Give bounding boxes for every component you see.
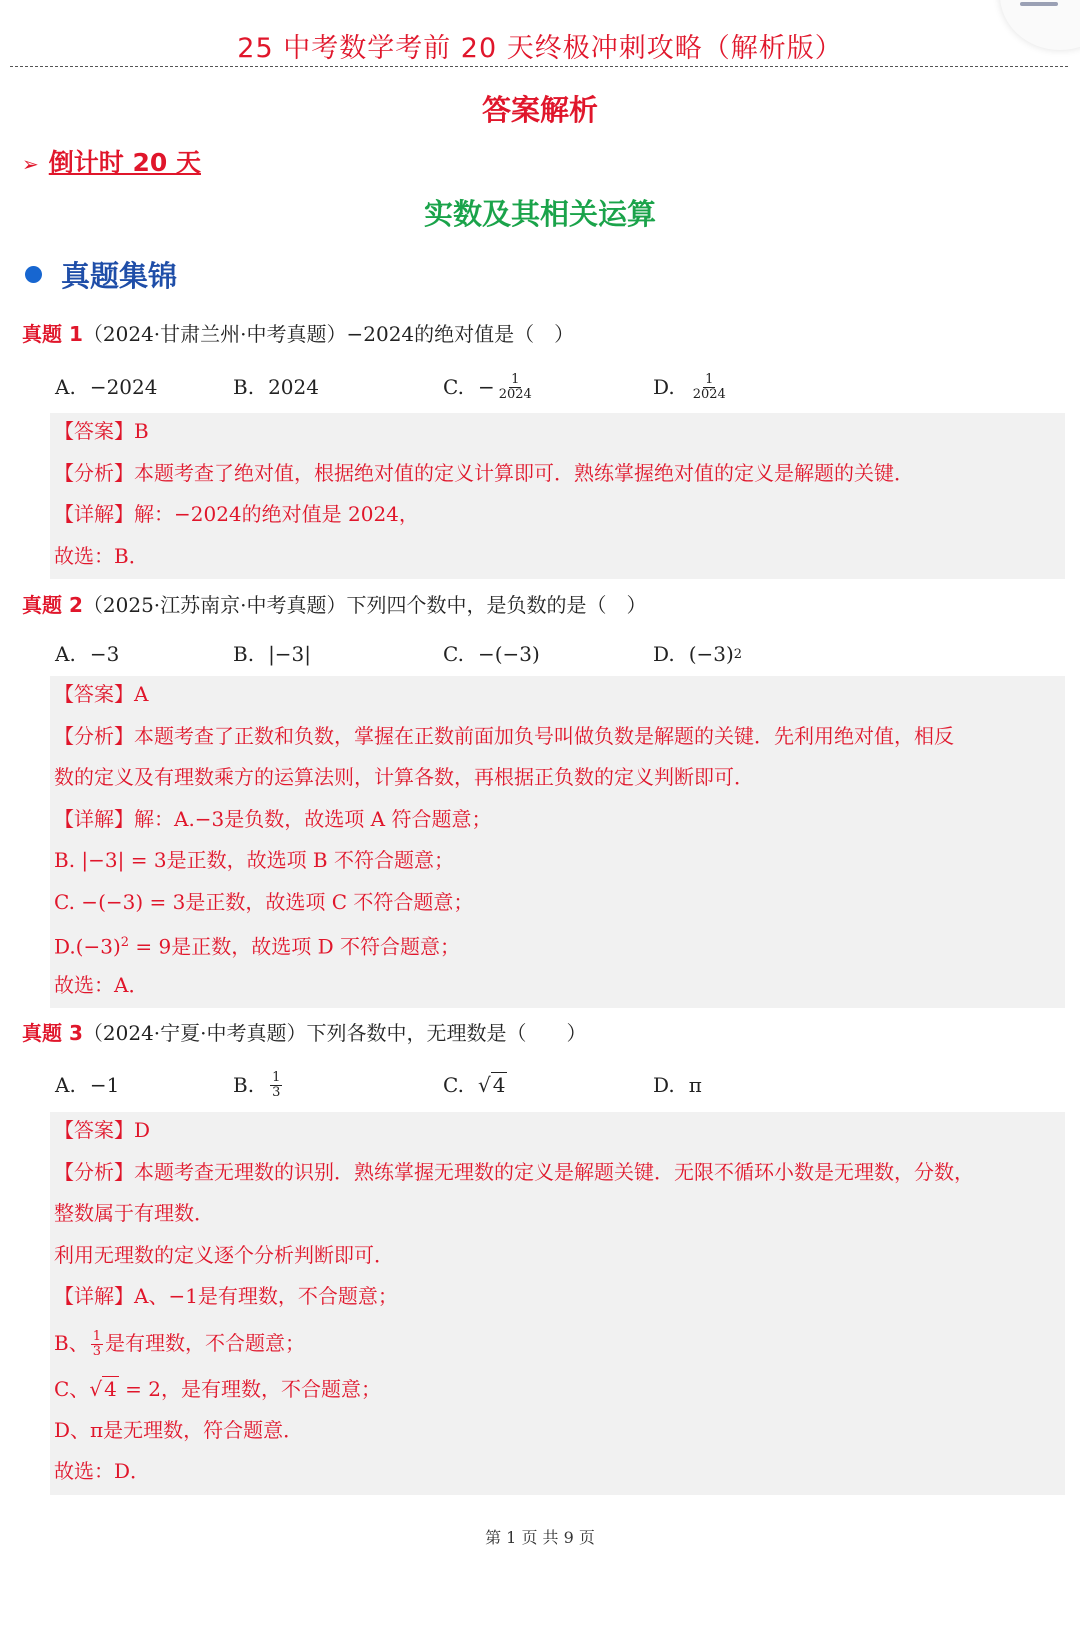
answer-box-2 [50,676,1065,1008]
section-label: 真题集锦 [61,259,178,293]
option-a: A. −1 [55,1073,120,1097]
question-1 [22,318,1062,347]
option-a: A. −3 [55,642,120,666]
question-stem: （2024·甘肃兰州·中考真题）−2024的绝对值是（ ） [82,322,575,346]
arrow-bullet-icon: ➢ [22,152,39,176]
question-2-options [55,631,1055,677]
question-1-options [55,364,1055,410]
answer-box-3 [50,1112,1065,1495]
detail-line: C. −(−3) = 3是正数，故选项 C 不符合题意； [54,889,474,914]
choice-line: 故选：B． [54,543,149,568]
analysis-line: 【分析】本题考查了正数和负数，掌握在正数前面加负号叫做负数是解题的关键．先利用绝对值，相反 [54,723,954,748]
fraction: $\frac{1}{2024}$ [498,371,532,402]
detail-line: $D.(-3)^2 = 9$是正数，故选项 D 不符合题意； [54,934,461,959]
fraction: $\frac{1}{3}$ [272,1069,281,1100]
option-c: C. − $\frac{1}{2024}$ [443,371,532,402]
detail-line: B、 $\frac{1}{3}$ 是有理数，不合题意； [54,1328,305,1359]
option-b: B. 2024 [233,375,319,399]
detail-line: 【详解】解：A.−3是负数，故选项 A 符合题意； [54,806,492,831]
answer-line: 【答案】D [54,1118,151,1142]
answer-box-1 [50,413,1065,579]
analysis-line: 【分析】本题考查无理数的识别．熟练掌握无理数的定义是解题关键．无限不循环小数是无理数，分数， [54,1159,974,1184]
answer-line: 【答案】B [54,419,149,443]
option-a: A. −2024 [55,375,158,399]
question-stem: （2024·宁夏·中考真题）下列各数中，无理数是（ ） [82,1021,587,1045]
answer-line: 【答案】A [54,682,149,706]
question-label: 真题 3 [22,1021,83,1045]
question-label: 真题 2 [22,593,83,617]
countdown-heading [22,143,201,179]
analysis-line: 数的定义及有理数乘方的运算法则，计算各数，再根据正负数的定义判断即可． [54,765,754,789]
option-c: C. √ 4 [443,1073,506,1097]
option-c: C. −(−3) [443,642,540,666]
detail-line: 【详解】A、−1是有理数，不合题意； [54,1284,398,1308]
option-d: D. $\frac{1}{2024}$ [653,371,726,402]
detail-line: C、√ 4 = 2，是有理数，不合题意； [54,1366,1065,1412]
bullet-dot-icon [25,266,42,283]
document-title: 25 中考数学考前 20 天终极冲刺攻略（解析版） [237,33,843,64]
countdown-label: 倒计时 20 天 [48,148,201,177]
analysis-line: 【分析】本题考查了绝对值，根据绝对值的定义计算即可．熟练掌握绝对值的定义是解题的关键． [54,460,914,485]
choice-line: 故选：D． [54,1459,151,1483]
question-stem: （2025·江苏南京·中考真题）下列四个数中，是负数的是（ ） [82,593,647,617]
fraction: $\frac{1}{2024}$ [692,371,726,402]
question-2 [22,589,1062,618]
detail-line: D、π是无理数，符合题意． [54,1417,304,1442]
option-b: B. $\frac{1}{3}$ [233,1069,281,1100]
question-label: 真题 1 [22,322,83,346]
detail-line: B. |−3| = 3是正数，故选项 B 不符合题意； [54,848,454,872]
page-footer: 第 1 页 共 9 页 [485,1528,595,1547]
sqrt-icon: √ 4 [89,1376,117,1401]
option-d: D. π [653,1073,702,1097]
analysis-line: 整数属于有理数． [54,1201,214,1225]
section-heading [22,254,177,295]
sqrt-icon: √ 4 [477,1073,506,1097]
fraction: $\frac{1}{3}$ [92,1328,101,1359]
header-divider [10,66,1068,67]
question-3 [22,1017,1062,1046]
menu-handle-icon[interactable] [1020,2,1058,6]
question-3-options [55,1062,1055,1108]
detail-line: 【详解】解：−2024的绝对值是 2024， [54,502,419,526]
topic-title: 实数及其相关运算 [423,197,656,231]
analysis-line: 利用无理数的定义逐个分析判断即可． [54,1242,394,1267]
choice-line: 故选：A． [54,972,149,997]
option-b: B. |−3| [233,642,312,666]
option-d: D. (−3) 2 [653,642,743,666]
answer-section-title: 答案解析 [481,93,598,127]
